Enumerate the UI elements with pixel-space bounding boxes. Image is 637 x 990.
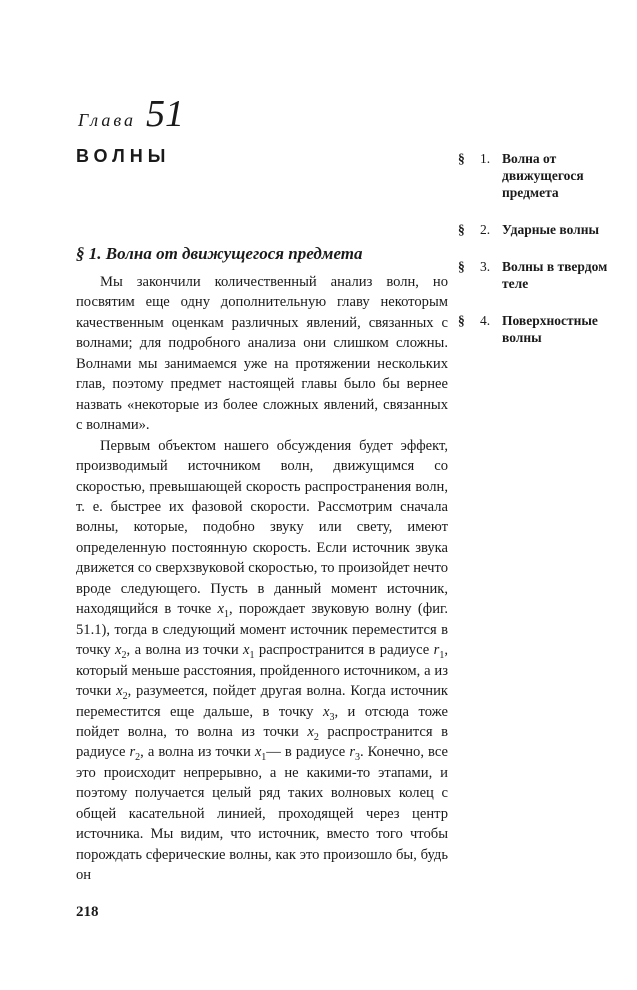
toc-text: Поверхностные волны <box>502 313 598 345</box>
page-number: 218 <box>76 904 99 920</box>
toc-text: Волны в твердом теле <box>502 259 608 291</box>
paragraph: Мы закончили количественный анализ волн, но посвятим еще одну дополнительную главу некоторым качественным оценкам различных явлений, связанных с волнами; для подробного анализа они слишком сложны. Волнами мы занимаемся уже на протяжении нескольких глав, поэтому предмет настоящей главы было бы вернее назвать «некоторые из более сложных явлений, связанных с волнами». <box>76 274 448 434</box>
section-symbol: § <box>458 151 465 166</box>
toc-item <box>458 150 628 201</box>
toc-number: 3. <box>480 259 491 274</box>
toc-text: Волна от движущегося предмета <box>502 151 584 200</box>
section-symbol: § <box>458 313 465 328</box>
toc-number: 1. <box>480 151 491 166</box>
toc-item <box>458 312 628 346</box>
toc-number: 2. <box>480 222 491 237</box>
section-heading: § 1. Волна от движущегося предмета <box>76 244 363 263</box>
toc-item <box>458 258 628 292</box>
toc-text: Ударные волны <box>502 222 600 237</box>
paragraph: Первым объектом нашего обсуждения будет эффект, производимый источником волн, движущимся со скоростью, превышающей скорость распространения волн, т. е. быстрее их фазовой скорости. Рассмотрим сначала волны, которые, подобно звуку или свету, имеют определенную постоянную скорость. Если источник звука движется со сверхзвуковой скоростью, то произойдет нечто вроде следующего. Пусть в данный момент источник, находящийся в точке $x_1$, порождает звуковую волну (фиг. 51.1), тогда в следующий момент источник переместится в точку $x_2$, а волна из точки $x_1$ распространится в радиусе $r_1$, который меньше расстояния, пройденного источником, а из точки $x_2$, разумеется, пойдет другая волна. Когда источник переместится еще дальше, в точку $x_3$, и отсюда тоже пойдет волна, то волна из точки $x_2$ распространится в радиусе $r_2$, а волна из точки $x_1—$ в радиусе $r_3$. Конечно, все это происходит непрерывно, а не какими-то этапами, и поэтому получается целый ряд таких волновых колец с общей касательной линией, проходящей через центр источника. Мы видим, что источник, вместо того чтобы порождать сферические волны, как это произошло бы, будь он <box>76 437 448 884</box>
chapter-label <box>78 92 184 136</box>
chapter-number: 51 <box>146 93 185 135</box>
chapter-word: Глава <box>78 110 137 130</box>
chapter-title: ВОЛНЫ <box>76 146 171 166</box>
toc-item <box>458 221 628 238</box>
section-symbol: § <box>458 259 465 274</box>
chapter-contents <box>458 150 628 366</box>
body-text <box>76 272 448 886</box>
toc-number: 4. <box>480 313 491 328</box>
section-symbol: § <box>458 222 465 237</box>
